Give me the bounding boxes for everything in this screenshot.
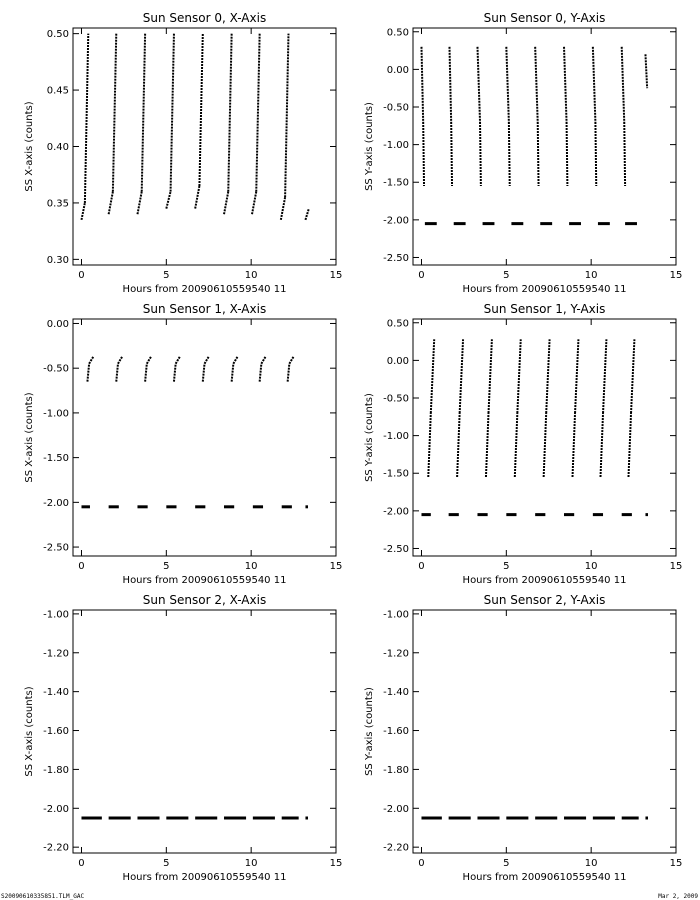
data-point-trace bbox=[431, 339, 434, 413]
y-tick-label: -0.50 bbox=[383, 102, 409, 114]
y-tick-label: 0.45 bbox=[46, 85, 69, 97]
data-point-trace bbox=[428, 413, 431, 477]
data-point-trace bbox=[228, 34, 231, 192]
x-axis-label: Hours from 20090610559540 11 bbox=[462, 872, 627, 883]
data-point-trace bbox=[118, 357, 122, 364]
data-point-trace bbox=[572, 413, 575, 477]
y-tick-label: -2.20 bbox=[383, 842, 409, 854]
x-tick-label: 0 bbox=[78, 270, 85, 281]
x-axis-label: Hours from 20090610559540 11 bbox=[122, 284, 287, 295]
data-point-trace bbox=[600, 413, 603, 477]
data-point-trace bbox=[515, 413, 518, 477]
data-point-trace bbox=[449, 47, 451, 122]
data-point-trace bbox=[281, 197, 285, 220]
data-point-trace bbox=[176, 357, 180, 364]
x-axis-label: Hours from 20090610559540 11 bbox=[122, 575, 287, 586]
y-tick-label: 0.00 bbox=[386, 64, 409, 76]
x-tick-label: 5 bbox=[163, 858, 170, 869]
x-tick-label: 15 bbox=[669, 858, 683, 869]
data-point-trace bbox=[174, 364, 176, 382]
data-point-trace bbox=[603, 339, 606, 413]
y-tick-label: -1.80 bbox=[43, 764, 69, 776]
x-tick-label: 15 bbox=[669, 561, 683, 572]
y-tick-label: -2.00 bbox=[43, 803, 69, 815]
data-point-trace bbox=[116, 364, 118, 382]
chart-panel-0 bbox=[24, 11, 342, 295]
y-tick-label: -2.00 bbox=[383, 506, 409, 518]
data-point-trace bbox=[506, 47, 509, 122]
chart-panel-2 bbox=[24, 302, 342, 586]
chart-title: Sun Sensor 1, Y-Axis bbox=[483, 302, 606, 316]
y-axis-label: SS Y-axis (counts) bbox=[364, 393, 375, 482]
data-point-trace bbox=[575, 339, 578, 413]
chart-panel-5 bbox=[364, 593, 682, 883]
x-tick-label: 10 bbox=[584, 858, 598, 869]
data-point-trace bbox=[595, 122, 596, 186]
data-point-trace bbox=[622, 47, 625, 122]
x-tick-label: 0 bbox=[418, 270, 425, 281]
y-axis-label: SS Y-axis (counts) bbox=[364, 687, 375, 776]
y-tick-label: -1.60 bbox=[43, 726, 69, 738]
y-tick-label: -1.50 bbox=[383, 468, 409, 480]
data-point-trace bbox=[567, 122, 568, 186]
chart-title: Sun Sensor 1, X-Axis bbox=[142, 302, 267, 316]
data-point-trace bbox=[509, 122, 510, 186]
x-axis-label: Hours from 20090610559540 11 bbox=[122, 872, 287, 883]
data-point-trace bbox=[489, 339, 492, 413]
data-point-trace bbox=[256, 34, 259, 192]
x-tick-label: 10 bbox=[244, 270, 258, 281]
data-point-trace bbox=[289, 357, 293, 364]
x-tick-label: 0 bbox=[418, 858, 425, 869]
data-point-trace bbox=[477, 47, 480, 122]
data-point-trace bbox=[288, 364, 290, 382]
y-tick-label: -1.40 bbox=[43, 687, 69, 699]
y-tick-label: 0.35 bbox=[46, 198, 69, 210]
x-tick-label: 15 bbox=[329, 858, 343, 869]
data-point-trace bbox=[624, 122, 625, 186]
footer-date: Mar 2, 2009 bbox=[658, 893, 698, 900]
data-point-trace bbox=[224, 192, 228, 215]
x-axis-label: Hours from 20090610559540 11 bbox=[462, 575, 627, 586]
data-point-trace bbox=[451, 122, 452, 186]
data-point-trace bbox=[538, 122, 539, 186]
y-tick-label: 0.50 bbox=[386, 27, 409, 39]
chart-title: Sun Sensor 2, Y-Axis bbox=[483, 593, 606, 607]
data-point-trace bbox=[147, 357, 151, 364]
y-tick-label: -1.00 bbox=[43, 609, 69, 621]
data-point-trace bbox=[166, 192, 170, 209]
data-point-trace bbox=[460, 339, 463, 413]
data-point-trace bbox=[628, 413, 631, 477]
y-tick-label: -0.50 bbox=[43, 363, 69, 375]
data-point-trace bbox=[233, 357, 237, 364]
data-point-trace bbox=[142, 34, 145, 192]
plot-frame bbox=[73, 28, 336, 265]
data-point-trace bbox=[546, 339, 549, 413]
data-point-trace bbox=[232, 364, 234, 382]
data-point-trace bbox=[195, 186, 199, 209]
y-tick-label: -1.20 bbox=[43, 648, 69, 660]
x-tick-label: 15 bbox=[329, 270, 343, 281]
data-point-trace bbox=[593, 47, 596, 122]
data-point-trace bbox=[171, 34, 174, 192]
data-point-trace bbox=[81, 203, 84, 220]
x-tick-label: 0 bbox=[78, 561, 85, 572]
x-tick-label: 5 bbox=[503, 858, 510, 869]
y-tick-label: -1.60 bbox=[383, 726, 409, 738]
data-point-trace bbox=[564, 47, 567, 122]
chart-title: Sun Sensor 0, Y-Axis bbox=[483, 11, 606, 25]
x-tick-label: 0 bbox=[78, 858, 85, 869]
data-point-trace bbox=[645, 54, 647, 88]
data-point-trace bbox=[252, 192, 256, 215]
data-point-trace bbox=[113, 34, 116, 192]
data-point-trace bbox=[137, 192, 141, 215]
y-tick-label: -2.20 bbox=[43, 842, 69, 854]
chart-panel-4 bbox=[24, 593, 342, 883]
y-tick-label: -1.00 bbox=[383, 431, 409, 443]
data-point-trace bbox=[199, 34, 202, 186]
y-tick-label: -1.00 bbox=[43, 408, 69, 420]
chart-panel-3 bbox=[364, 302, 682, 586]
x-tick-label: 10 bbox=[244, 561, 258, 572]
data-point-trace bbox=[145, 364, 147, 382]
x-tick-label: 15 bbox=[669, 270, 683, 281]
data-point-trace bbox=[205, 357, 209, 364]
y-tick-label: -1.50 bbox=[383, 177, 409, 189]
x-tick-label: 5 bbox=[503, 270, 510, 281]
data-point-trace bbox=[457, 413, 460, 477]
data-point-trace bbox=[631, 339, 634, 413]
y-tick-label: -2.00 bbox=[383, 215, 409, 227]
y-tick-label: 0.40 bbox=[46, 142, 69, 153]
y-axis-label: SS X-axis (counts) bbox=[24, 686, 35, 777]
y-tick-label: -2.50 bbox=[43, 542, 69, 554]
y-tick-label: -1.80 bbox=[383, 764, 409, 776]
data-point-trace bbox=[85, 34, 88, 203]
data-point-trace bbox=[423, 122, 424, 186]
y-tick-label: 0.00 bbox=[46, 318, 69, 330]
data-point-trace bbox=[285, 34, 288, 198]
y-axis-label: SS X-axis (counts) bbox=[24, 101, 35, 192]
y-tick-label: -2.00 bbox=[383, 803, 409, 815]
x-tick-label: 5 bbox=[163, 561, 170, 572]
data-point-trace bbox=[486, 413, 489, 477]
data-point-trace bbox=[544, 413, 547, 477]
chart-title: Sun Sensor 2, X-Axis bbox=[142, 593, 267, 607]
data-point-trace bbox=[203, 364, 205, 382]
data-point-trace bbox=[305, 209, 308, 220]
data-point-trace bbox=[89, 357, 93, 364]
x-tick-label: 10 bbox=[584, 270, 598, 281]
x-tick-label: 10 bbox=[584, 561, 598, 572]
data-point-trace bbox=[261, 357, 265, 364]
x-tick-label: 5 bbox=[503, 561, 510, 572]
x-tick-label: 15 bbox=[329, 561, 343, 572]
data-point-trace bbox=[421, 47, 423, 122]
x-tick-label: 0 bbox=[418, 561, 425, 572]
data-point-trace bbox=[517, 339, 520, 413]
y-axis-label: SS X-axis (counts) bbox=[24, 392, 35, 483]
data-point-trace bbox=[260, 364, 262, 382]
y-tick-label: -1.00 bbox=[383, 140, 409, 152]
chart-panel-1 bbox=[364, 11, 682, 295]
y-tick-label: -1.00 bbox=[383, 609, 409, 621]
y-tick-label: -2.00 bbox=[43, 497, 69, 509]
chart-title: Sun Sensor 0, X-Axis bbox=[142, 11, 267, 25]
y-tick-label: -1.20 bbox=[383, 648, 409, 660]
y-tick-label: -2.50 bbox=[383, 252, 409, 264]
x-axis-label: Hours from 20090610559540 11 bbox=[462, 284, 627, 295]
y-tick-label: 0.00 bbox=[386, 355, 409, 367]
data-point-trace bbox=[109, 192, 113, 215]
y-tick-label: -1.50 bbox=[43, 453, 69, 465]
data-point-trace bbox=[87, 364, 89, 382]
data-point-trace bbox=[480, 122, 481, 186]
y-tick-label: -1.40 bbox=[383, 687, 409, 699]
y-tick-label: 0.30 bbox=[46, 254, 69, 266]
y-axis-label: SS Y-axis (counts) bbox=[364, 102, 375, 191]
y-tick-label: -2.50 bbox=[383, 543, 409, 555]
x-tick-label: 10 bbox=[244, 858, 258, 869]
y-tick-label: 0.50 bbox=[386, 318, 409, 330]
y-tick-label: 0.50 bbox=[46, 29, 69, 41]
footer-filename: S20090610335851.TLM_GAC bbox=[1, 893, 85, 900]
data-point-trace bbox=[535, 47, 538, 122]
plot-frame bbox=[73, 319, 336, 556]
x-tick-label: 5 bbox=[163, 270, 170, 281]
y-tick-label: -0.50 bbox=[383, 393, 409, 405]
